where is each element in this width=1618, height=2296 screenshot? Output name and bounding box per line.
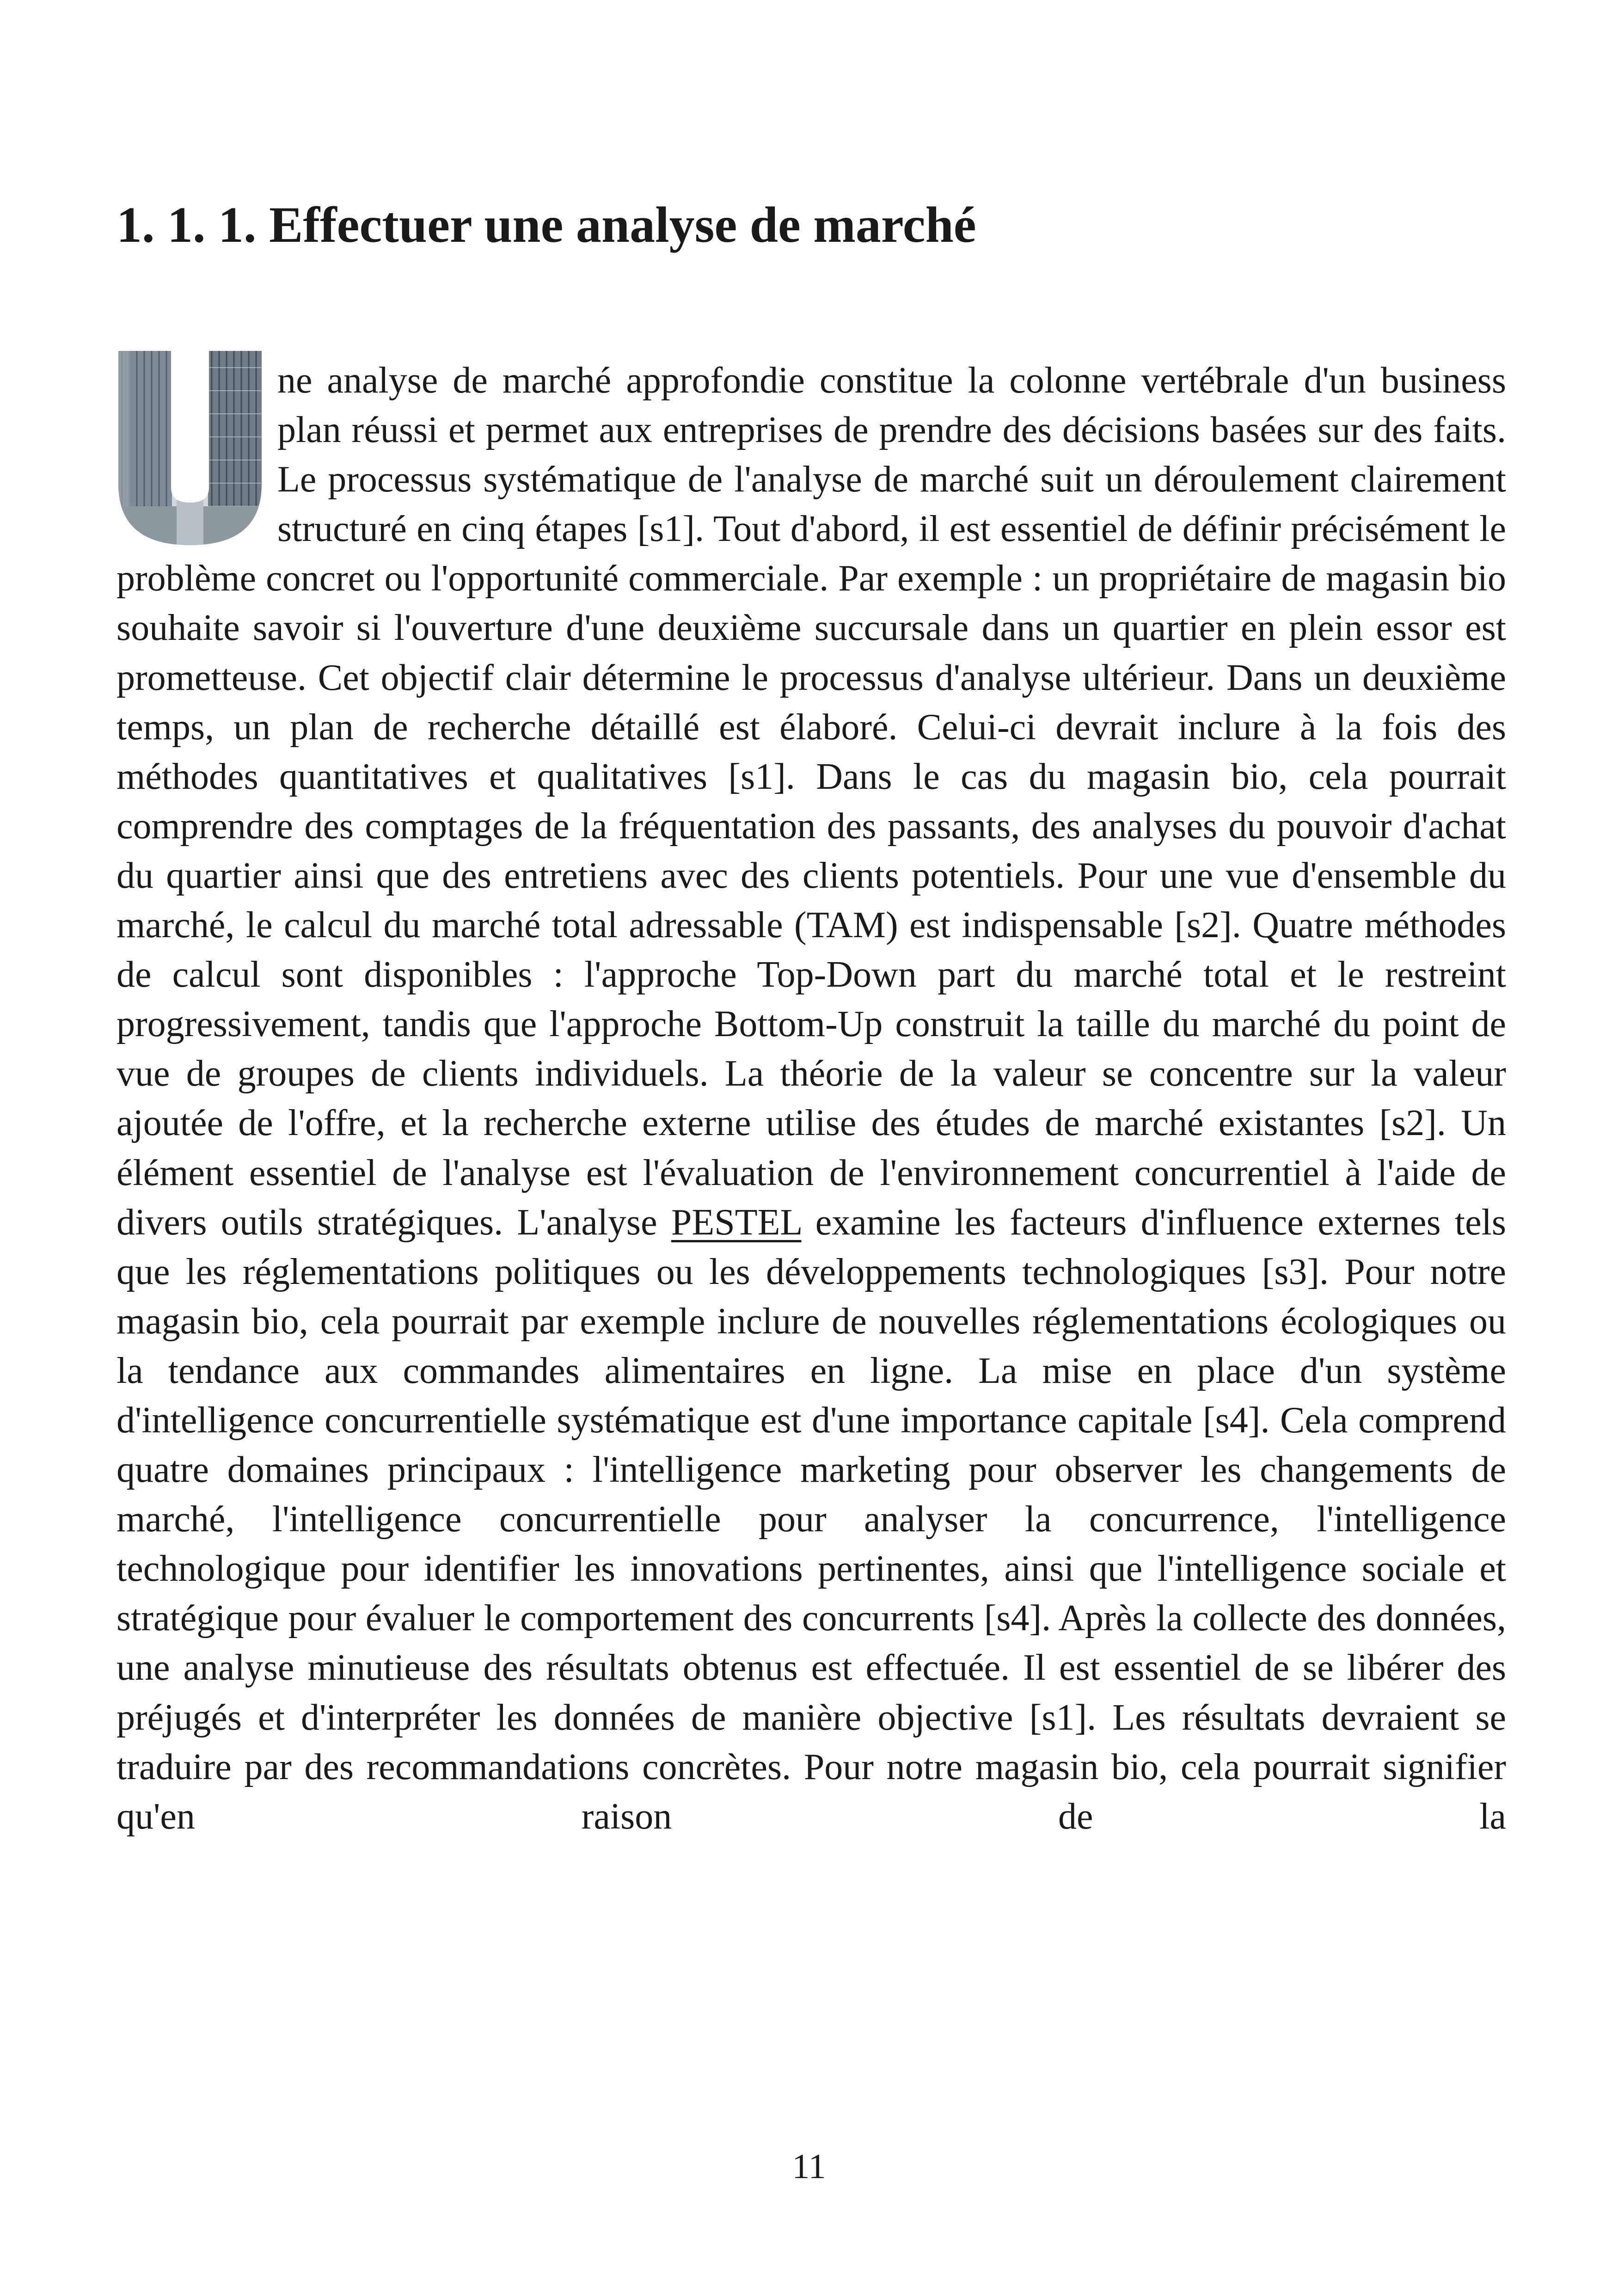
- body-paragraph: [116, 356, 1506, 1842]
- section-heading: 1. 1. 1. Effectuer une analyse de marché: [116, 196, 976, 253]
- drop-cap-letter-u: [116, 349, 264, 547]
- paragraph-text-part-2: examine les facteurs d'influence externes tels que les réglementations politiques ou les développements technologiques [s3]. Pour notre magasin bio, cela pourrait par exemple inclure de nouvelles réglementations écologiques ou la tendance aux commandes alimentaires en ligne. La mise en place d'un système d'intelligence concurrentielle systématique est d'une importance capitale [s4]. Cela comprend quatre domaines principaux : l'intelligence marketing pour observer les changements de marché, l'intelligence concurrentielle pour analyser la concurrence, l'intelligence technologique pour identifier les innovations pertinentes, ainsi que l'intelligence sociale et stratégique pour évaluer le comportement des concurrents [s4]. Après la collecte des données, une analyse minutieuse des résultats obtenus est effectuée. Il est essentiel de se libérer des préjugés et d'interpréter les données de manière objective [s1]. Les résultats devraient se traduire par des recommandations concrètes. Pour notre magasin bio, cela pourrait signifier qu'en raison de la: [116, 1202, 1507, 1837]
- page-number: 11: [792, 2147, 826, 2186]
- pestel-link[interactable]: PESTEL: [671, 1202, 802, 1243]
- paragraph-text-part-1: ne analyse de marché approfondie constitue la colonne vertébrale d'un business plan réussi et permet aux entreprises de prendre des décisions basées sur des faits. Le processus systématique de l'analyse de marché suit un déroulement clairement structuré en cinq étapes [s1]. Tout d'abord, il est essentiel de définir précisément le problème concret ou l'opportunité commerciale. Par exemple : un propriétaire de magasin bio souhaite savoir si l'ouverture d'une deuxième succursale dans un quartier en plein essor est prometteuse. Cet objectif clair détermine le processus d'analyse ultérieur. Dans un deuxième temps, un plan de recherche détaillé est élaboré. Celui-ci devrait inclure à la fois des méthodes quantitatives et qualitatives [s1]. Dans le cas du magasin bio, cela pourrait comprendre des comptages de la fréquentation des passants, des analyses du pouvoir d'achat du quartier ainsi que des entretiens avec des clients potentiels. Pour une vue d'ensemble du marché, le calcul du marché total adressable (TAM) est indispensable [s2]. Quatre méthodes de calcul sont disponibles : l'approche Top-Down part du marché total et le restreint progressivement, tandis que l'approche Bottom-Up construit la taille du marché du point de vue de groupes de clients individuels. La théorie de la valeur se concentre sur la valeur ajoutée de l'offre, et la recherche externe utilise des études de marché existantes [s2]. Un élément essentiel de l'analyse est l'évaluation de l'environnement concurrentiel à l'aide de divers outils stratégiques. L'analyse: [116, 360, 1506, 1243]
